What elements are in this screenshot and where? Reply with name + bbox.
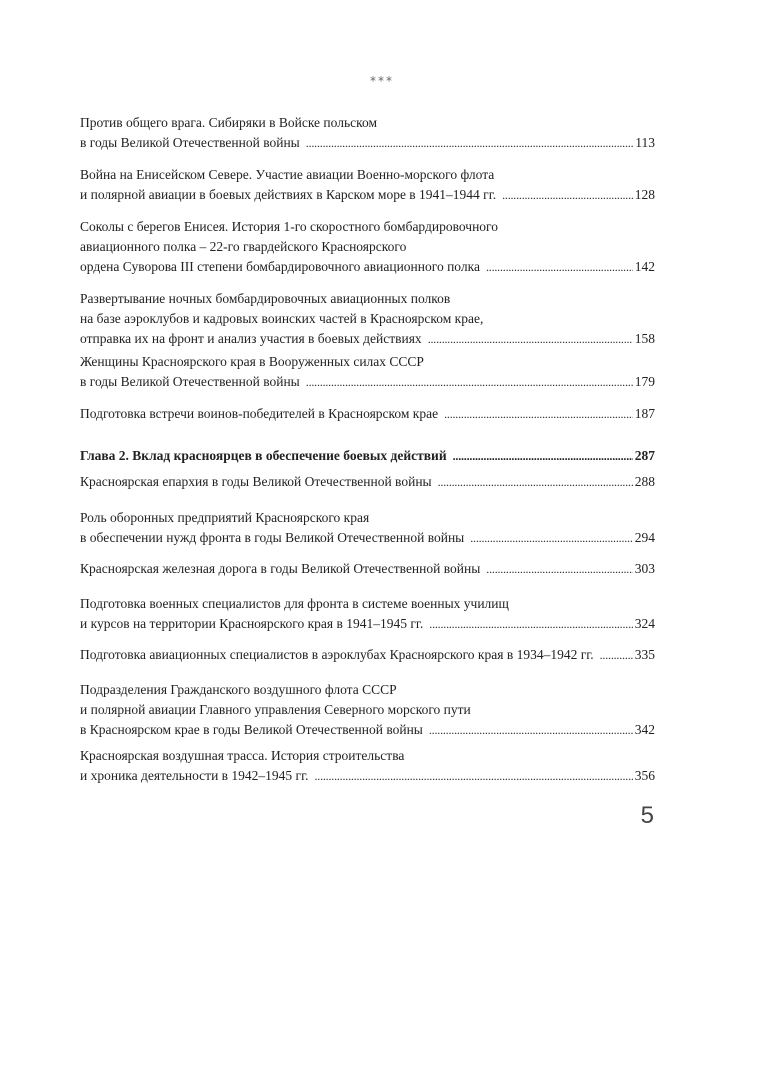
toc-entry-last-line	[80, 614, 655, 634]
toc-chapter-entry	[80, 446, 655, 466]
dot-leader	[470, 528, 633, 548]
toc-entry	[80, 472, 655, 492]
toc-entry	[80, 289, 655, 349]
toc-entry-last-line	[80, 257, 655, 277]
toc-entry-line: Соколы с берегов Енисея. История 1-го скоростного бомбардировочного	[80, 219, 498, 234]
toc-page-number: 158	[634, 331, 655, 346]
toc-entry-line: Красноярская епархия в годы Великой Отечественной войны	[80, 474, 432, 489]
toc-entry-line: Роль оборонных предприятий Красноярского края	[80, 510, 370, 525]
toc-entry-last-line	[80, 133, 655, 153]
toc-entry-last-line	[80, 404, 655, 424]
toc-entry-last-line	[80, 185, 655, 205]
toc-page-number: 324	[634, 616, 655, 631]
dot-leader	[444, 404, 633, 424]
toc-entry-line: и курсов на территории Красноярского края в 1941–1945 гг.	[80, 616, 424, 631]
toc-entry	[80, 113, 655, 153]
toc-page-number: 287	[634, 448, 655, 463]
toc-entry	[80, 352, 655, 392]
toc-entry-line: отправка их на фронт и анализ участия в боевых действиях	[80, 331, 422, 346]
toc-entry-last-line	[80, 528, 655, 548]
dot-leader	[453, 446, 633, 466]
toc-entry	[80, 404, 655, 424]
toc-entry	[80, 559, 655, 579]
toc-entry-line: Глава 2. Вклад красноярцев в обеспечение боевых действий	[80, 448, 447, 463]
toc-entry	[80, 680, 655, 740]
toc-entry-line: Подготовка авиационных специалистов в аэроклубах Красноярского края в 1934–1942 гг.	[80, 647, 594, 662]
toc-entry-last-line	[80, 446, 655, 466]
toc-entry-line: и полярной авиации в боевых действиях в Карском море в 1941–1944 гг.	[80, 187, 497, 202]
toc-entry-line: на базе аэроклубов и кадровых воинских частей в Красноярском крае,	[80, 311, 484, 326]
toc-entry-last-line	[80, 472, 655, 492]
toc-entry-line: в обеспечении нужд фронта в годы Великой Отечественной войны	[80, 530, 465, 545]
toc-entry-line: в годы Великой Отечественной войны	[80, 374, 300, 389]
toc-entry	[80, 165, 655, 205]
toc-entry-line: авиационного полка – 22-го гвардейского Красноярского	[80, 239, 407, 254]
toc-entry-line: Красноярская железная дорога в годы Великой Отечественной войны	[80, 561, 481, 576]
toc-entry	[80, 645, 655, 665]
toc-entry	[80, 594, 655, 634]
dot-leader	[428, 329, 633, 349]
section-ornament: ***	[370, 74, 394, 88]
toc-entry-line: Женщины Красноярского края в Вооруженных силах СССР	[80, 354, 424, 369]
toc-entry	[80, 217, 655, 277]
toc-page-number: 288	[634, 474, 655, 489]
dot-leader	[502, 185, 633, 205]
toc-entry	[80, 746, 655, 786]
toc-entry-last-line	[80, 329, 655, 349]
toc-entry-last-line	[80, 766, 655, 786]
toc-entry	[80, 508, 655, 548]
dot-leader	[306, 133, 633, 153]
toc-entry-last-line	[80, 720, 655, 740]
toc-entry-line: в Красноярском крае в годы Великой Отечественной войны	[80, 722, 423, 737]
toc-page-number: 335	[634, 647, 655, 662]
table-of-contents	[80, 0, 655, 800]
toc-page-number: 113	[635, 135, 655, 150]
toc-entry-line: и хроника деятельности в 1942–1945 гг.	[80, 768, 309, 783]
dot-leader	[314, 766, 632, 786]
toc-page-number: 294	[634, 530, 655, 545]
toc-page-number: 128	[634, 187, 655, 202]
dot-leader	[429, 720, 633, 740]
toc-entry-line: Подготовка военных специалистов для фронта в системе военных училищ	[80, 596, 509, 611]
toc-entry-line: Подготовка встречи воинов-победителей в Красноярском крае	[80, 406, 439, 421]
dot-leader	[429, 614, 632, 634]
toc-entry-line: Подразделения Гражданского воздушного флота СССР	[80, 682, 397, 697]
toc-page-number: 303	[634, 561, 655, 576]
toc-page-number: 342	[634, 722, 655, 737]
toc-page-number: 187	[634, 406, 655, 421]
dot-leader	[306, 372, 633, 392]
toc-entry-last-line	[80, 645, 655, 665]
dot-leader	[600, 645, 633, 665]
toc-entry-line: в годы Великой Отечественной войны	[80, 135, 300, 150]
dot-leader	[486, 559, 632, 579]
toc-page-number: 356	[634, 768, 655, 783]
toc-entry-line: Война на Енисейском Севере. Участие авиации Военно-морского флота	[80, 167, 495, 182]
toc-entry-last-line	[80, 372, 655, 392]
page-number: 5	[640, 802, 654, 829]
toc-page-number: 142	[634, 259, 655, 274]
toc-entry-line: и полярной авиации Главного управления Северного морского пути	[80, 702, 471, 717]
toc-entry-line: Развертывание ночных бомбардировочных авиационных полков	[80, 291, 451, 306]
dot-leader	[486, 257, 633, 277]
dot-leader	[438, 472, 633, 492]
toc-entry-line: Против общего врага. Сибиряки в Войске польском	[80, 115, 378, 130]
toc-entry-line: Красноярская воздушная трасса. История строительства	[80, 748, 405, 763]
toc-entry-line: ордена Суворова III степени бомбардировочного авиационного полка	[80, 259, 480, 274]
toc-page-number: 179	[634, 374, 655, 389]
toc-entry-last-line	[80, 559, 655, 579]
